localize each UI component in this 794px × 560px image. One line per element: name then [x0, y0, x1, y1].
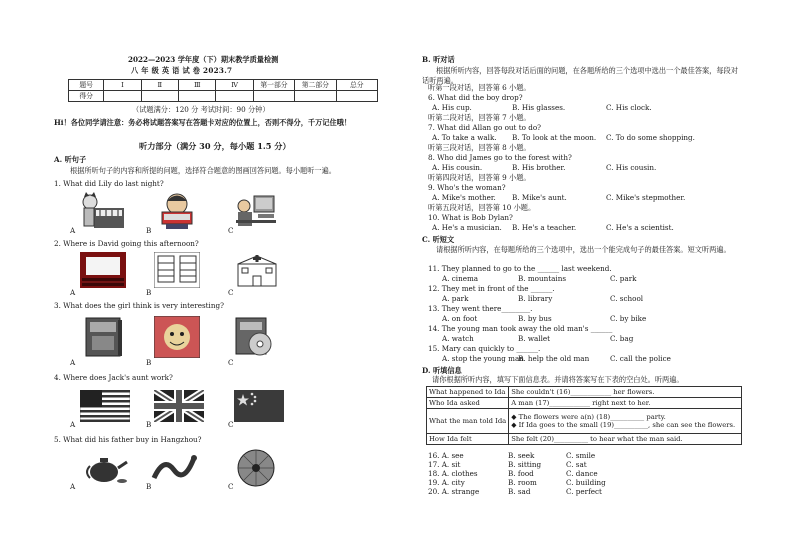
option-label-a[interactable]: A [70, 358, 76, 367]
option-c[interactable]: C. school [610, 294, 644, 303]
option-label-c[interactable]: C [228, 420, 234, 429]
option-b[interactable]: B. mountains [518, 274, 567, 283]
option-a[interactable]: A. park [442, 294, 469, 303]
option-a[interactable]: A. stop the young man [442, 354, 524, 363]
option-c[interactable]: C. call the police [610, 354, 671, 363]
option-c[interactable]: C. His cousin. [606, 163, 657, 172]
option-c[interactable]: C. To do some shopping. [606, 133, 695, 142]
info-key: How Ida felt [427, 434, 509, 445]
book-cover-icon [84, 316, 124, 358]
option-b[interactable]: B. He's a teacher. [512, 223, 577, 232]
choice-c[interactable]: C. building [566, 478, 606, 487]
option-label-b[interactable]: B [146, 420, 152, 429]
library-shelves-icon [154, 252, 200, 288]
info-value-multi[interactable] [509, 409, 742, 434]
score-row-label: 得分 [69, 91, 104, 102]
choice-b[interactable]: B. seek [508, 451, 535, 460]
option-b[interactable]: B. by bus [518, 314, 552, 323]
option-label-c[interactable]: C [228, 358, 234, 367]
score-input-cell[interactable] [295, 91, 336, 102]
cinema-screen-icon [80, 252, 126, 288]
option-label-b[interactable]: B [146, 288, 152, 297]
score-cell: 总分 [336, 80, 377, 91]
section-d-instruction: 请你根据所听内容，填写下面信息表。并请将答案写在下表的空白处。听两遍。 [432, 375, 684, 384]
option-label-c[interactable]: C [228, 288, 234, 297]
option-label-a[interactable]: A [70, 288, 76, 297]
choice-c[interactable]: C. perfect [566, 487, 602, 496]
choice-c[interactable]: C. sat [566, 460, 587, 469]
option-c[interactable]: C. Mike's stepmother. [606, 193, 686, 202]
dialogue-instruction: 听第五段对话，回答第 10 小题。 [428, 203, 536, 212]
option-label-b[interactable]: B [146, 482, 152, 491]
option-a[interactable]: A. His cousin. [432, 163, 483, 172]
section-c-heading: C. 听短文 [422, 235, 455, 244]
score-cell: 第二部分 [295, 80, 336, 91]
score-input-cell[interactable] [104, 91, 141, 102]
question-3: 3. What does the girl think is very interesting? [54, 301, 224, 310]
score-input-cell[interactable] [141, 91, 178, 102]
listening-part-title: 听力部分（满分 30 分，每小题 1.5 分） [139, 141, 291, 151]
cat-piano-icon [80, 192, 126, 230]
dialogue-instruction: 听第三段对话，回答第 8 小题。 [428, 143, 531, 152]
umbrella-icon [234, 448, 278, 488]
option-a[interactable]: A. He's a musician. [432, 223, 502, 232]
exam-info: （试题满分：120 分 考试时间：90 分钟） [132, 105, 270, 114]
info-key: What the man told Ida [427, 409, 509, 434]
choice-b[interactable]: B. food [508, 469, 534, 478]
option-b[interactable]: B. help the old man [518, 354, 590, 363]
choice-a[interactable]: 16. A. see [428, 451, 464, 460]
dialogue-question: 10. What is Bob Dylan? [428, 213, 513, 222]
option-a[interactable]: A. on foot [442, 314, 478, 323]
option-a[interactable]: A. Mike's mother. [432, 193, 496, 202]
choice-c[interactable]: C. smile [566, 451, 596, 460]
option-label-a[interactable]: A [70, 482, 76, 491]
info-bullet-2[interactable]: ◆ If Ida goes to the small (19)__________, she can see the flowers. [511, 421, 736, 429]
question-2: 2. Where is David going this afternoon? [54, 239, 199, 248]
info-row [427, 398, 742, 409]
passage-question: 12. They met in front of the ______. [428, 284, 555, 293]
option-label-c[interactable]: C [228, 226, 234, 235]
section-b-heading: B. 听对话 [422, 55, 455, 64]
dialogue-instruction: 听第一段对话，回答第 6 小题。 [428, 83, 531, 92]
choice-a[interactable]: 18. A. clothes [428, 469, 478, 478]
choice-b[interactable]: B. room [508, 478, 537, 487]
score-cell: Ⅰ [104, 80, 141, 91]
question-4: 4. Where does Jack's aunt work? [54, 373, 173, 382]
info-value[interactable]: She couldn't (16)____________ her flowers. [509, 387, 742, 398]
option-c[interactable]: C. He's a scientist. [606, 223, 674, 232]
score-input-cell[interactable] [253, 91, 294, 102]
option-label-b[interactable]: B [146, 226, 152, 235]
dialogue-question: 7. What did Allan go out to do? [428, 123, 542, 132]
usa-flag-icon [80, 390, 130, 422]
info-row [427, 409, 742, 434]
hospital-building-icon [234, 252, 280, 288]
choice-a[interactable]: 19. A. city [428, 478, 465, 487]
score-table [68, 79, 378, 102]
section-d-heading: D. 听填信息 [422, 366, 462, 375]
option-b[interactable]: B. To look at the moon. [512, 133, 597, 142]
score-table-header-row [69, 80, 378, 91]
info-value[interactable]: She felt (20)__________ to hear what the man said. [509, 434, 742, 445]
option-a[interactable]: A. cinema [442, 274, 479, 283]
dvd-disc-icon [234, 316, 274, 358]
passage-question: 14. The young man took away the old man's ______ [428, 324, 613, 333]
score-input-cell[interactable] [179, 91, 216, 102]
option-b[interactable]: B. His brother. [512, 163, 566, 172]
score-cell: 第一部分 [253, 80, 294, 91]
china-flag-icon [234, 390, 284, 422]
choice-b[interactable]: B. sitting [508, 460, 542, 469]
info-value[interactable]: A man (17)____________ right next to her. [509, 398, 742, 409]
score-cell: Ⅲ [179, 80, 216, 91]
option-b[interactable]: B. His glasses. [512, 103, 566, 112]
choice-c[interactable]: C. dance [566, 469, 598, 478]
exam-title: 2022—2023 学年度（下）期末教学质量检测 [128, 55, 279, 64]
boy-computer-icon [234, 192, 280, 230]
option-c[interactable]: C. His clock. [606, 103, 652, 112]
info-key: What happened to Ida [427, 387, 509, 398]
silk-dragon-icon [150, 450, 198, 484]
option-label-c[interactable]: C [228, 482, 234, 491]
score-input-cell[interactable] [216, 91, 253, 102]
section-b-instruction: 根据所听内容，回答每段对话后面的问题，在各题所给的三个选项中选出一个最佳答案，每段对话听两遍。 [422, 66, 738, 85]
section-a-instruction: 根据所听句子的内容和所提的问题，选择符合题意的图画回答问题。每小题听一遍。 [70, 166, 336, 175]
option-c[interactable]: C. bag [610, 334, 634, 343]
info-key: Who Ida asked [427, 398, 509, 409]
passage-question: 11. They planned to go to the ______ last weekend. [428, 264, 612, 273]
choice-a[interactable]: 17. A. sit [428, 460, 461, 469]
option-label-a[interactable]: A [70, 420, 76, 429]
choice-a[interactable]: 20. A. strange [428, 487, 480, 496]
info-row [427, 387, 742, 398]
option-a[interactable]: A. His cup. [432, 103, 472, 112]
option-b[interactable]: B. wallet [518, 334, 551, 343]
exam-subject-line: 八 年 级 英 语 试 卷 2023.7 [131, 66, 233, 75]
score-cell: Ⅱ [141, 80, 178, 91]
notice-text: Hi！各位同学请注意：务必将试题答案写在答题卡对应的位置上，否则不得分，千万记住哦！ [54, 118, 352, 127]
info-bullet-1[interactable]: ◆ The flowers were a(n) (18)__________ party. [511, 413, 666, 421]
passage-question: 15. Mary can quickly to ______. [428, 344, 541, 353]
option-c[interactable]: C. by bike [610, 314, 647, 323]
dialogue-question: 6. What did the boy drop? [428, 93, 523, 102]
dialogue-question: 9. Who's the woman? [428, 183, 506, 192]
passage-question: 13. They went there________. [428, 304, 533, 313]
option-b[interactable]: B. Mike's aunt. [512, 193, 567, 202]
option-c[interactable]: C. park [610, 274, 637, 283]
score-cell: 题号 [69, 80, 104, 91]
option-a[interactable]: A. To take a walk. [432, 133, 497, 142]
section-c-instruction: 请根据所听内容，在每题所给的三个选项中，选出一个能完成句子的最佳答案。短文听两遍。 [436, 245, 731, 254]
dialogue-instruction: 听第四段对话，回答第 9 小题。 [428, 173, 531, 182]
score-cell: Ⅳ [216, 80, 253, 91]
score-input-cell[interactable] [336, 91, 377, 102]
reading-boy-icon [154, 192, 200, 230]
uk-flag-icon [154, 390, 204, 422]
score-table-score-row [69, 91, 378, 102]
info-table [426, 386, 742, 445]
option-a[interactable]: A. watch [442, 334, 474, 343]
question-5: 5. What did his father buy in Hangzhou? [54, 435, 202, 444]
tv-program-icon [154, 316, 200, 358]
option-b[interactable]: B. library [518, 294, 553, 303]
question-1: 1. What did Lily do last night? [54, 179, 164, 188]
option-label-b[interactable]: B [146, 358, 152, 367]
info-row [427, 434, 742, 445]
dialogue-instruction: 听第二段对话，回答第 7 小题。 [428, 113, 531, 122]
teapot-icon [84, 450, 128, 484]
dialogue-question: 8. Who did James go to the forest with? [428, 153, 572, 162]
choice-b[interactable]: B. sad [508, 487, 531, 496]
section-a-heading: A. 听句子 [54, 155, 87, 164]
option-label-a[interactable]: A [70, 226, 76, 235]
